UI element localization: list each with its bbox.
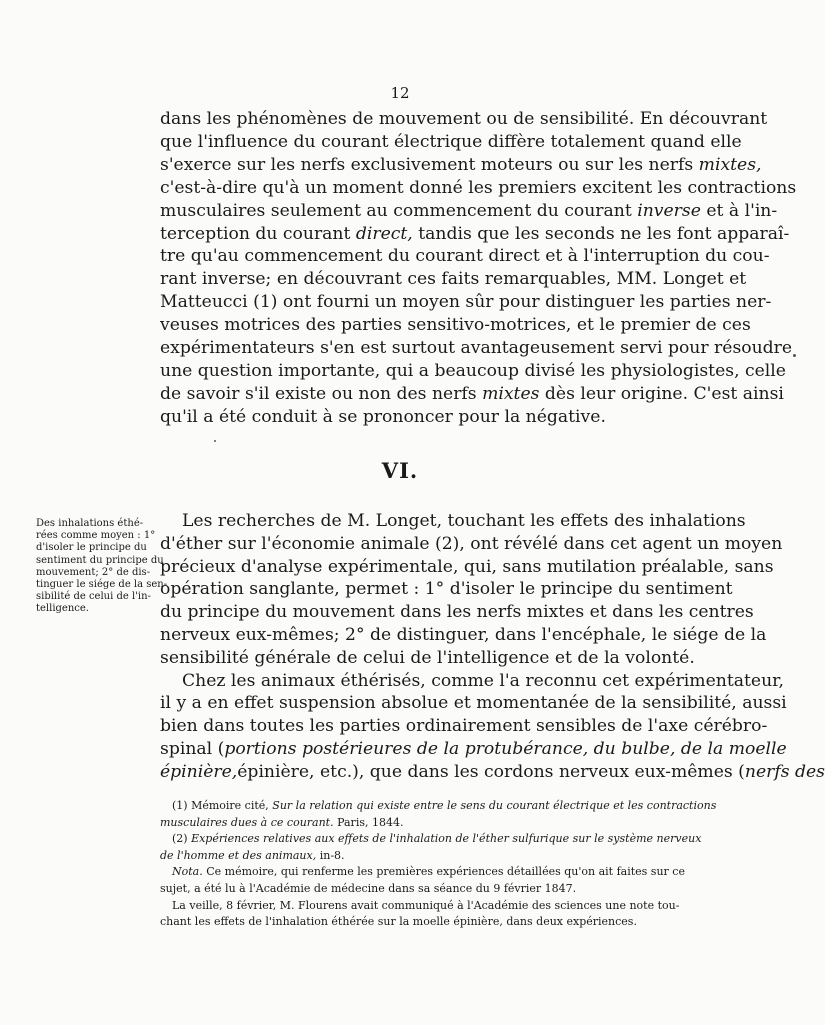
text-line: que l'influence du courant électrique diffère totalement quand elle [160,131,742,152]
margin-note-line: mouvement; 2° de dis- [36,566,151,578]
text-line: d'éther sur l'économie animale (2), ont révélé dans cet agent un moyen [160,533,783,554]
footnotes [160,798,717,931]
footnote-line: sujet, a été lu à l'Académie de médecine dans sa séance du 9 février 1847. [160,881,577,895]
footnote-line: chant les effets de l'inhalation éthérée sur la moelle épinière, dans deux expériences. [160,915,637,929]
text-line: Chez les animaux éthérisés, comme l'a reconnu cet expérimentateur, [182,670,784,691]
text-line: dans les phénomènes de mouvement ou de sensibilité. En découvrant [160,109,768,129]
margin-note-line: Des inhalations éthé- [36,518,144,529]
margin-note-line: d'isoler le principe du [36,542,147,554]
footnote-line: musculaires dues à ce courant. Paris, 1844. [160,815,404,829]
text-line: Matteucci (1) ont fourni un moyen sûr pour distinguer les parties ner- [160,292,772,313]
section-body [160,510,825,784]
text-line: nerveux eux-mêmes; 2° de distinguer, dans l'encéphale, le siége de la [160,624,767,645]
text-line: une question importante, qui a beaucoup divisé les physiologistes, celle [160,360,786,381]
margin-note-line: tinguer le siége de la sen- [36,579,168,591]
section-heading: VI. [381,458,419,483]
text-line: terception du courant direct, tandis que les seconds ne les font apparaî- [160,223,790,244]
page-number: 12 [390,84,410,102]
text-line: veuses motrices des parties sensitivo-motrices, et le premier de ces [160,315,751,336]
margin-note-line: telligence. [36,603,89,615]
margin-note-line: rées comme moyen : 1° [36,530,156,542]
text-line: spinal (portions postérieures de la protubérance, du bulbe, de la moelle [160,738,787,759]
text-line: qu'il a été conduit à se prononcer pour la négative. [160,406,606,427]
text-line: épinière,épinière, etc.), que dans les cordons nerveux eux-mêmes (nerfs des [160,761,825,782]
page-speck [214,440,216,442]
text-line: s'exerce sur les nerfs exclusivement moteurs ou sur les nerfs mixtes, [160,154,762,175]
footnote-line: de l'homme et des animaux, in-8. [160,848,345,862]
text-line: il y a en effet suspension absolue et momentanée de la sensibilité, aussi [160,693,787,714]
footnote-line: (2) Expériences relatives aux effets de l'inhalation de l'éther sulfurique sur le système nerveux [172,832,702,846]
margin-note [36,518,168,616]
text-line: sensibilité générale de celui de l'intelligence et de la volonté. [160,647,695,668]
margin-note-line: sentiment du principe du [36,554,164,566]
footnote-line: (1) Mémoire cité, Sur la relation qui existe entre le sens du courant électrique et les contractions [172,799,717,812]
intro-paragraph [160,108,797,429]
text-line: précieux d'analyse expérimentale, qui, sans mutilation préalable, sans [160,556,774,577]
text-line: musculaires seulement au commencement du courant inverse et à l'in- [160,200,778,221]
text-line: tre qu'au commencement du courant direct et à l'interruption du cou- [160,246,770,267]
margin-note-line: sibilité de celui de l'in- [36,591,151,603]
text-line: rant inverse; en découvrant ces faits remarquables, MM. Longet et [160,269,747,290]
text-line: expérimentateurs s'en est surtout avantageusement servi pour résoudre [160,338,793,359]
text-line: opération sanglante, permet : 1° d'isoler le principe du sentiment [160,579,733,600]
text-line: bien dans toutes les parties ordinairement sensibles de l'axe cérébro- [160,716,768,737]
page-speck [793,354,796,357]
footnote-line: Nota. Ce mémoire, qui renferme les premières expériences détaillées qu'on ait faites sur ce [172,865,685,879]
text-line: c'est-à-dire qu'à un moment donné les premiers excitent les contractions [160,177,797,198]
text-line: du principe du mouvement dans les nerfs mixtes et dans les centres [160,602,754,623]
text-line: Les recherches de M. Longet, touchant les effets des inhalations [182,511,746,531]
text-line: de savoir s'il existe ou non des nerfs mixtes dès leur origine. C'est ainsi [160,383,784,404]
footnote-line: La veille, 8 février, M. Flourens avait communiqué à l'Académie des sciences une note tou- [172,898,680,912]
